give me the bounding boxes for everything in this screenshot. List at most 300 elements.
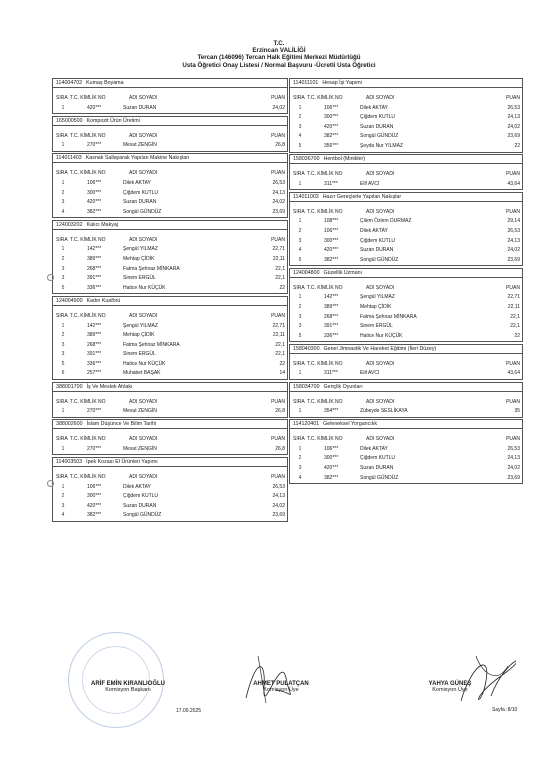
row-kimlik: 300***	[87, 189, 102, 196]
header-ad: ADI SOYADI	[366, 171, 395, 178]
row-sira: 4	[298, 133, 302, 140]
header-kimlik: T.C. KİMLİK NO	[70, 436, 106, 443]
header-puan: PUAN	[506, 360, 520, 367]
row-ad: Elif AVCI	[360, 370, 380, 377]
course-title	[53, 154, 287, 163]
course-code: 388002600	[56, 421, 83, 428]
header-puan: PUAN	[271, 132, 285, 139]
row-puan: 22,71	[507, 294, 520, 301]
row-ad: Hatice Nur KÜÇÜK	[123, 284, 166, 291]
table-header	[53, 473, 287, 483]
course-code: 114003503	[56, 458, 83, 465]
row-ad: Suzan DURAN	[123, 502, 157, 509]
course-code: 158034700	[293, 383, 320, 390]
course-section	[289, 268, 523, 343]
signature-scribble	[236, 648, 306, 708]
course-name: Hentbol (Minikler)	[323, 156, 366, 163]
row-puan: 26,53	[272, 179, 285, 186]
row-kimlik: 354***	[324, 408, 339, 415]
row-puan: 23,69	[507, 256, 520, 263]
row-ad: Çiğdem KUTLU	[123, 493, 159, 500]
header-sira: SIRA	[293, 95, 305, 101]
table-header	[53, 312, 287, 322]
row-ad: Elif AVCI	[360, 180, 380, 187]
course-code: 124004800	[293, 269, 320, 276]
row-kimlik: 336***	[87, 360, 102, 367]
row-ad: Mehtap ÇİDİK	[123, 256, 155, 263]
row-sira: 3	[298, 123, 302, 130]
header-puan: PUAN	[506, 436, 520, 443]
row-kimlik: 311***	[324, 180, 338, 187]
row-kimlik: 420***	[324, 123, 339, 130]
row-kimlik: 142***	[87, 322, 102, 329]
table-header	[290, 94, 522, 104]
course-code: 114120401	[293, 421, 320, 428]
table-row	[53, 255, 287, 265]
header-ad: ADI SOYADI	[366, 436, 395, 443]
row-ad: Şeyda Nur YILMAZ	[360, 142, 403, 149]
row-sira: 2	[298, 114, 302, 121]
course-code: 114011403	[56, 155, 82, 162]
header-kimlik: T.C. KİMLİK NO	[307, 284, 343, 291]
row-sira: 5	[61, 284, 65, 291]
row-sira: 1	[61, 483, 65, 490]
row-ad: Mesut ZENGİN	[123, 445, 157, 452]
table-row	[53, 331, 287, 341]
row-kimlik: 382***	[324, 256, 339, 263]
row-ad: Songül GÜNDÜZ	[123, 208, 162, 215]
row-ad: Dilek AKTAY	[123, 483, 151, 490]
row-sira: 5	[298, 142, 302, 149]
course-title	[290, 269, 522, 278]
header-puan: PUAN	[506, 208, 520, 215]
header-ad: ADI SOYADI	[366, 95, 395, 101]
row-puan: 24,02	[272, 502, 285, 509]
row-ad: Mehtap ÇİDİK	[360, 304, 392, 310]
row-puan: 35	[514, 408, 520, 415]
row-ad: Şengül YILMAZ	[123, 246, 158, 253]
course-name: Kasnak Sallayarak Yapılan Makine Nakışları	[85, 155, 190, 162]
course-title	[290, 383, 522, 392]
header-puan: PUAN	[271, 436, 285, 443]
course-name: Kadın Kuaförü	[86, 297, 121, 304]
course-title	[290, 420, 522, 429]
header-puan: PUAN	[271, 312, 285, 319]
row-ad: Suzan DURAN	[360, 247, 394, 254]
table-row	[290, 113, 522, 123]
row-ad: Mesut ZENGİN	[123, 408, 157, 415]
row-kimlik: 106***	[324, 104, 339, 111]
row-puan: 24,13	[272, 189, 285, 196]
header-sira: SIRA	[293, 398, 305, 405]
row-ad: Çiğdem KUTLU	[360, 114, 396, 121]
header-sira: SIRA	[56, 473, 68, 480]
row-ad: Suzan DURAN	[360, 123, 394, 130]
row-ad: Suzan DURAN	[360, 465, 394, 472]
course-section	[52, 116, 288, 152]
course-code: 114011003	[293, 193, 319, 200]
table-row	[290, 256, 522, 266]
row-ad: Şengül YILMAZ	[123, 322, 158, 329]
header-kimlik: T.C. KİMLİK NO	[307, 171, 343, 178]
row-sira: 1	[298, 180, 302, 187]
row-sira: 1	[61, 408, 65, 415]
header-kimlik: T.C. KİMLİK NO	[70, 132, 106, 139]
row-puan: 26,53	[507, 104, 520, 111]
header-ad: ADI SOYADI	[129, 398, 158, 405]
row-kimlik: 389***	[87, 332, 102, 339]
row-kimlik: 391***	[87, 351, 102, 358]
header-ad: ADI SOYADI	[129, 473, 158, 480]
header-puan: PUAN	[506, 284, 520, 291]
row-kimlik: 382***	[324, 133, 339, 140]
row-ad: Suzan DURAN	[123, 104, 157, 111]
course-code: 114011101	[293, 80, 319, 86]
table-row	[53, 341, 287, 351]
table-row	[290, 142, 522, 152]
row-sira: 2	[61, 332, 65, 339]
row-ad: Hatice Nur KÜÇÜK	[360, 332, 403, 339]
table-row	[53, 198, 287, 208]
table-header	[53, 236, 287, 246]
row-sira: 2	[298, 227, 302, 234]
row-kimlik: 391***	[87, 275, 102, 282]
course-name: Hesap İşi Yapımı	[322, 80, 363, 86]
row-puan: 22,11	[272, 256, 285, 263]
row-puan: 26,53	[507, 445, 520, 452]
row-kimlik: 389***	[87, 256, 102, 263]
header-puan: PUAN	[271, 473, 285, 480]
row-kimlik: 268***	[87, 265, 102, 272]
table-header	[290, 360, 522, 370]
header-kimlik: T.C. KİMLİK NO	[307, 398, 343, 405]
row-sira: 3	[61, 265, 65, 272]
header-kimlik: T.C. KİMLİK NO	[70, 95, 106, 101]
row-sira: 1	[61, 142, 65, 149]
course-code: 158040300	[293, 345, 320, 352]
row-sira: 1	[61, 179, 65, 186]
header-sira: SIRA	[293, 171, 305, 178]
table-row	[53, 189, 287, 199]
row-ad: Mesut ZENGİN	[123, 142, 157, 149]
row-puan: 22	[514, 142, 520, 149]
row-sira: 4	[61, 208, 65, 215]
course-name: Kumaş Boyama	[86, 80, 124, 86]
table-row	[290, 132, 522, 142]
row-sira: 1	[61, 445, 65, 452]
row-puan: 23,69	[507, 133, 520, 140]
row-puan: 29,14	[507, 218, 520, 225]
table-header	[53, 169, 287, 179]
row-sira: 1	[61, 322, 65, 329]
table-row	[53, 511, 287, 521]
row-sira: 4	[298, 247, 302, 254]
row-puan: 24,13	[272, 493, 285, 500]
row-ad: Suzan DURAN	[123, 199, 157, 206]
course-code: 165000500	[56, 117, 83, 124]
course-title	[53, 79, 287, 88]
header-sira: SIRA	[293, 360, 305, 367]
row-puan: 22	[514, 332, 520, 339]
course-section	[52, 220, 288, 295]
left-column	[52, 78, 288, 523]
row-kimlik: 391***	[324, 323, 339, 330]
signer-name: YAHYA GÜNEŞ	[428, 681, 472, 687]
row-ad: Mehtap ÇİDİK	[123, 332, 155, 339]
row-sira: 1	[298, 218, 302, 225]
row-sira: 2	[61, 189, 65, 196]
course-name: İslam Düşünce Ve Bilim Tarihi	[86, 421, 157, 428]
header-ad: ADI SOYADI	[129, 312, 158, 319]
header-sira: SIRA	[293, 284, 305, 291]
row-kimlik: 336***	[324, 332, 339, 339]
table-row	[53, 322, 287, 332]
table-row	[53, 445, 287, 455]
table-row	[290, 180, 522, 190]
document-date: 17.09.2025	[176, 708, 202, 714]
right-column	[289, 78, 523, 486]
table-row	[53, 360, 287, 370]
row-sira: 3	[298, 237, 302, 244]
row-ad: Sinem ERGÜL	[123, 351, 156, 358]
row-kimlik: 300***	[324, 114, 339, 121]
header-kimlik: T.C. KİMLİK NO	[70, 398, 106, 405]
signer-role: Komisyon Üye	[263, 687, 299, 693]
row-sira: 4	[298, 474, 302, 481]
course-section	[289, 154, 523, 190]
row-kimlik: 142***	[324, 294, 339, 301]
header-line-list-title: Usta Öğretici Onay Listesi / Normal Başvuru -Ücretli Usta Öğretici	[182, 61, 376, 69]
header-kimlik: T.C. KİMLİK NO	[70, 312, 106, 319]
header-ad: ADI SOYADI	[129, 170, 158, 177]
course-name: Hazır Gereçlerle Yapılan Nakışlar	[322, 193, 402, 200]
course-code: 114004702	[56, 80, 83, 86]
row-puan: 22,1	[510, 313, 520, 320]
signature-member-2	[412, 681, 488, 693]
course-title	[53, 383, 287, 392]
course-name: Kompozit Ürün Üretimi	[86, 117, 140, 124]
signature-member-1	[236, 681, 326, 693]
row-sira: 1	[298, 294, 302, 301]
row-kimlik: 106***	[324, 227, 339, 234]
header-puan: PUAN	[506, 171, 520, 178]
row-kimlik: 389***	[324, 304, 339, 310]
row-ad: Fatma Şehnaz MİNKARA	[123, 341, 180, 348]
course-title	[290, 155, 522, 164]
table-row	[290, 217, 522, 227]
header-sira: SIRA	[56, 236, 68, 243]
row-puan: 22,1	[275, 341, 285, 348]
row-ad: Dilek AKTAY	[123, 179, 151, 186]
table-row	[53, 274, 287, 284]
row-sira: 2	[61, 493, 65, 500]
row-sira: 1	[61, 246, 65, 253]
row-puan: 14	[279, 370, 285, 377]
table-header	[53, 398, 287, 408]
row-puan: 23,69	[272, 208, 285, 215]
header-kimlik: T.C. KİMLİK NO	[70, 236, 106, 243]
row-kimlik: 382***	[87, 512, 102, 519]
row-puan: 24,02	[507, 465, 520, 472]
signer-role: Komisyon Üye	[432, 687, 468, 693]
row-puan: 24,02	[507, 123, 520, 130]
table-row	[53, 492, 287, 502]
row-sira: 1	[61, 104, 65, 111]
row-ad: Hatice Nur KÜÇÜK	[123, 360, 166, 367]
row-ad: Zübeyde SESLİKAYA	[360, 408, 408, 415]
row-ad: Dilek AKTAY	[360, 227, 388, 234]
row-ad: Çiğdem KUTLU	[123, 189, 159, 196]
header-sira: SIRA	[56, 436, 68, 443]
table-row	[53, 179, 287, 189]
row-ad: Sinem ERGÜL	[360, 323, 393, 330]
course-title	[290, 79, 522, 88]
table-header	[290, 208, 522, 218]
table-row	[53, 502, 287, 512]
row-puan: 43,64	[507, 180, 520, 187]
header-sira: SIRA	[56, 95, 68, 101]
header-puan: PUAN	[506, 95, 520, 101]
row-sira: 3	[61, 351, 65, 358]
row-sira: 3	[298, 465, 302, 472]
row-puan: 26,53	[272, 483, 285, 490]
course-title	[53, 458, 287, 467]
signature-scribble	[446, 646, 516, 710]
course-section	[289, 382, 523, 418]
course-title	[53, 117, 287, 126]
row-kimlik: 420***	[87, 104, 102, 111]
header-ad: ADI SOYADI	[366, 360, 395, 367]
row-ad: Fatma Şehnaz MİNKARA	[123, 265, 180, 272]
row-ad: Çiğdem KUTLU	[360, 455, 396, 462]
table-header	[290, 398, 522, 408]
row-ad: Songül GÜNDÜZ	[123, 512, 162, 519]
row-sira: 1	[298, 370, 302, 377]
row-sira: 3	[61, 199, 65, 206]
table-row	[290, 293, 522, 303]
signer-name: AHMET PULATÇAN	[253, 681, 309, 687]
table-row	[290, 303, 522, 313]
header-ad: ADI SOYADI	[366, 398, 395, 405]
row-puan: 23,69	[272, 512, 285, 519]
header-puan: PUAN	[271, 95, 285, 101]
row-kimlik: 300***	[324, 455, 339, 462]
table-row	[290, 464, 522, 474]
course-code: 158036700	[293, 156, 320, 163]
row-ad: Şengül YILMAZ	[360, 294, 395, 301]
row-kimlik: 311***	[324, 370, 338, 377]
header-ad: ADI SOYADI	[129, 132, 158, 139]
header-puan: PUAN	[271, 398, 285, 405]
row-puan: 43,64	[507, 370, 520, 377]
row-ad: Çiğdem KUTLU	[360, 237, 396, 244]
header-ad: ADI SOYADI	[366, 208, 395, 215]
row-sira: 2	[298, 455, 302, 462]
binder-hole-mark	[47, 274, 54, 281]
row-ad: Dilek AKTAY	[360, 104, 388, 111]
header-sira: SIRA	[293, 436, 305, 443]
row-kimlik: 420***	[87, 502, 102, 509]
table-row	[53, 483, 287, 493]
header-puan: PUAN	[271, 170, 285, 177]
table-header	[290, 435, 522, 445]
row-puan: 24,02	[272, 104, 285, 111]
course-title	[290, 193, 522, 202]
row-kimlik: 106***	[87, 483, 102, 490]
row-puan: 24,02	[507, 247, 520, 254]
course-code: 388001700	[56, 383, 83, 390]
course-name: İpek Kozası El Ürünleri Yapımı	[86, 458, 158, 465]
table-header	[290, 170, 522, 180]
row-kimlik: 106***	[324, 445, 339, 452]
table-row	[53, 141, 287, 151]
row-sira: 4	[61, 512, 65, 519]
row-kimlik: 382***	[324, 474, 339, 481]
row-sira: 5	[298, 332, 302, 339]
table-header	[53, 132, 287, 142]
row-kimlik: 420***	[87, 199, 102, 206]
row-puan: 22,11	[272, 332, 285, 339]
row-sira: 2	[61, 256, 65, 263]
header-ad: ADI SOYADI	[129, 236, 158, 243]
row-kimlik: 420***	[324, 247, 339, 254]
signature-president	[68, 681, 188, 693]
header-kimlik: T.C. KİMLİK NO	[307, 208, 343, 215]
table-row	[290, 322, 522, 332]
row-puan: 22,1	[275, 265, 285, 272]
table-row	[290, 407, 522, 417]
course-name: Gençlik Oyunları	[323, 383, 363, 390]
row-kimlik: 108***	[324, 218, 339, 225]
row-kimlik: 270***	[87, 408, 102, 415]
row-sira: 1	[298, 408, 302, 415]
row-sira: 3	[61, 502, 65, 509]
row-ad: Sinem ERGÜL	[123, 275, 156, 282]
header-kimlik: T.C. KİMLİK NO	[70, 473, 106, 480]
row-puan: 24,02	[272, 199, 285, 206]
row-kimlik: 356***	[324, 142, 339, 149]
row-puan: 22,1	[275, 351, 285, 358]
header-puan: PUAN	[271, 236, 285, 243]
course-section	[289, 192, 523, 267]
row-puan: 22	[279, 360, 285, 367]
course-name: İş Ve Meslek Ahlakı	[86, 383, 133, 390]
signer-role: Komisyon Başkanı	[105, 687, 151, 693]
table-row	[290, 104, 522, 114]
row-puan: 24,13	[507, 237, 520, 244]
header-puan: PUAN	[506, 398, 520, 405]
course-section	[52, 382, 288, 418]
row-sira: 2	[298, 304, 302, 310]
row-ad: Dilek AKTAY	[360, 445, 388, 452]
header-ad: ADI SOYADI	[366, 284, 395, 291]
row-sira: 5	[61, 360, 65, 367]
table-row	[290, 445, 522, 455]
table-row	[53, 245, 287, 255]
row-ad: Muhabet BAŞAK	[123, 370, 161, 377]
table-row	[53, 265, 287, 275]
row-puan: 26,8	[275, 408, 285, 415]
table-row	[290, 474, 522, 484]
header-kimlik: T.C. KİMLİK NO	[307, 360, 343, 367]
table-row	[290, 454, 522, 464]
course-section	[52, 78, 288, 114]
header-kimlik: T.C. KİMLİK NO	[70, 170, 106, 177]
table-row	[290, 313, 522, 323]
header-sira: SIRA	[56, 132, 68, 139]
table-header	[53, 94, 287, 104]
course-name: Güzellik Uzmanı	[323, 269, 363, 276]
